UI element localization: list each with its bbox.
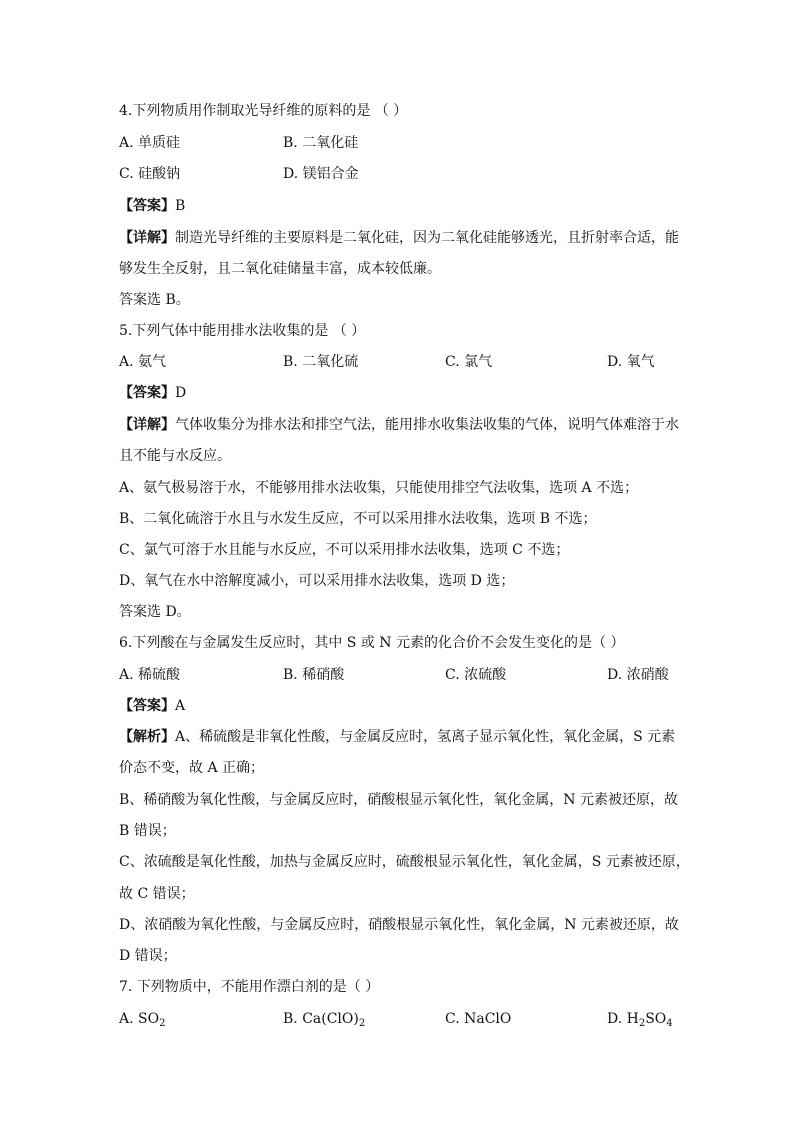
question-6-options <box>119 665 679 685</box>
question-4-conclusion: 答案选 B。 <box>119 292 190 308</box>
option-c <box>445 1009 511 1029</box>
question-4-answer <box>119 196 679 216</box>
question-7-stem: 7. 下列物质中，不能用作漂白剂的是（ ） <box>119 979 380 995</box>
question-5-detail-a: A、氨气极易溶于水，不能够用排水法收集，只能使用排空气法收集，选项 A 不选； <box>119 480 639 496</box>
question-4-explain-line-1 <box>119 228 679 248</box>
question-5-detail-d: D、氧气在水中溶解度减小，可以采用排水法收集，选项 D 选； <box>119 573 515 589</box>
question-4-stem: 4.下列物质用作制取光导纤维的原料的是 （ ） <box>119 103 408 119</box>
option-d: D. 镁铝合金 <box>283 166 359 182</box>
question-5-options <box>119 352 679 372</box>
answer-label: 【答案】 <box>119 198 175 214</box>
option-d-text: D. H <box>607 1011 639 1027</box>
explain-text: 气体收集分为排水法和排空气法，能用排水收集法收集的气体，说明气体难溶于水 <box>175 417 679 433</box>
explain-text: 制造光导纤维的主要原料是二氧化硅，因为二氧化硅能够透光，且折射率合适，能 <box>175 230 679 246</box>
question-7-options <box>119 1009 679 1029</box>
explain-text: A、稀硫酸是非氧化性酸，与金属反应时，氢离子显示氧化性，氧化金属，S 元素 <box>175 729 676 745</box>
question-5-answer <box>119 383 679 403</box>
option-b: B. 稀硝酸 <box>283 667 345 683</box>
question-4-options <box>119 133 679 153</box>
question-4-options-row2 <box>119 164 679 184</box>
option-a-text: A. SO <box>119 1011 160 1027</box>
option-b: B. 二氧化硅 <box>283 135 359 151</box>
option-a-subscript: 2 <box>159 1018 166 1029</box>
option-b-subscript: 2 <box>358 1018 366 1029</box>
option-a: A. 单质硅 <box>119 135 181 151</box>
option-c: C. 氯气 <box>445 354 493 370</box>
question-5-explain-line-1 <box>119 415 679 435</box>
question-5-conclusion: 答案选 D。 <box>119 604 191 620</box>
explain-label: 【解析】 <box>119 729 175 745</box>
option-c: C. 硅酸钠 <box>119 166 181 182</box>
option-b-text: B. Ca(ClO) <box>283 1011 359 1027</box>
option-d-subscript-2: 4 <box>666 1018 673 1029</box>
question-4-explain-line-2: 够发生全反射，且二氧化硅储量丰富，成本较低廉。 <box>119 261 441 277</box>
option-b: B. 二氧化硫 <box>283 354 359 370</box>
answer-value: A <box>175 698 186 714</box>
question-5-detail-c: C、氯气可溶于水且能与水反应，不可以采用排水法收集，选项 C 不选； <box>119 542 570 558</box>
question-6-detail-b-2: B 错误； <box>119 823 176 839</box>
option-a <box>119 1009 165 1034</box>
option-c: C. 浓硫酸 <box>445 667 507 683</box>
question-5-explain-line-2: 且不能与水反应。 <box>119 448 231 464</box>
question-5-stem: 5.下列气体中能用排水法收集的是 （ ） <box>119 323 366 339</box>
option-d <box>607 1009 673 1034</box>
option-b <box>283 1009 365 1034</box>
option-d: D. 氧气 <box>607 354 655 370</box>
question-6-answer <box>119 696 679 716</box>
question-6-stem: 6.下列酸在与金属发生反应时，其中 S 或 N 元素的化合价不会发生变化的是（ ） <box>119 635 625 651</box>
option-c-text: C. NaClO <box>445 1011 512 1027</box>
answer-value: B <box>175 198 186 214</box>
option-a: A. 氨气 <box>119 354 167 370</box>
option-d: D. 浓硝酸 <box>607 667 669 683</box>
answer-value: D <box>175 385 187 401</box>
question-6-detail-d-2: D 错误； <box>119 948 177 964</box>
explain-label: 【详解】 <box>119 417 175 433</box>
question-6-explain-line-2: 价态不变，故 A 正确； <box>119 760 265 776</box>
explain-label: 【详解】 <box>119 230 175 246</box>
question-6-detail-d-1: D、浓硝酸为氧化性酸，与金属反应时，硝酸根显示氧化性，氧化金属，N 元素被还原，故 <box>119 917 679 933</box>
option-d-text-mid: SO <box>645 1011 667 1027</box>
question-6-explain-line-1 <box>119 727 679 747</box>
answer-label: 【答案】 <box>119 698 175 714</box>
question-6-detail-c-2: 故 C 错误； <box>119 886 195 902</box>
option-a: A. 稀硫酸 <box>119 667 181 683</box>
option-d-subscript-1: 2 <box>638 1018 646 1029</box>
question-5-detail-b: B、二氧化硫溶于水且与水发生反应，不可以采用排水法收集，选项 B 不选； <box>119 511 597 527</box>
question-6-detail-b-1: B、稀硝酸为氧化性酸，与金属反应时，硝酸根显示氧化性，氧化金属，N 元素被还原，故 <box>119 792 678 808</box>
question-6-detail-c-1: C、浓硫酸是氧化性酸，加热与金属反应时，硫酸根显示氧化性，氧化金属，S 元素被还原， <box>119 854 690 870</box>
answer-label: 【答案】 <box>119 385 175 401</box>
